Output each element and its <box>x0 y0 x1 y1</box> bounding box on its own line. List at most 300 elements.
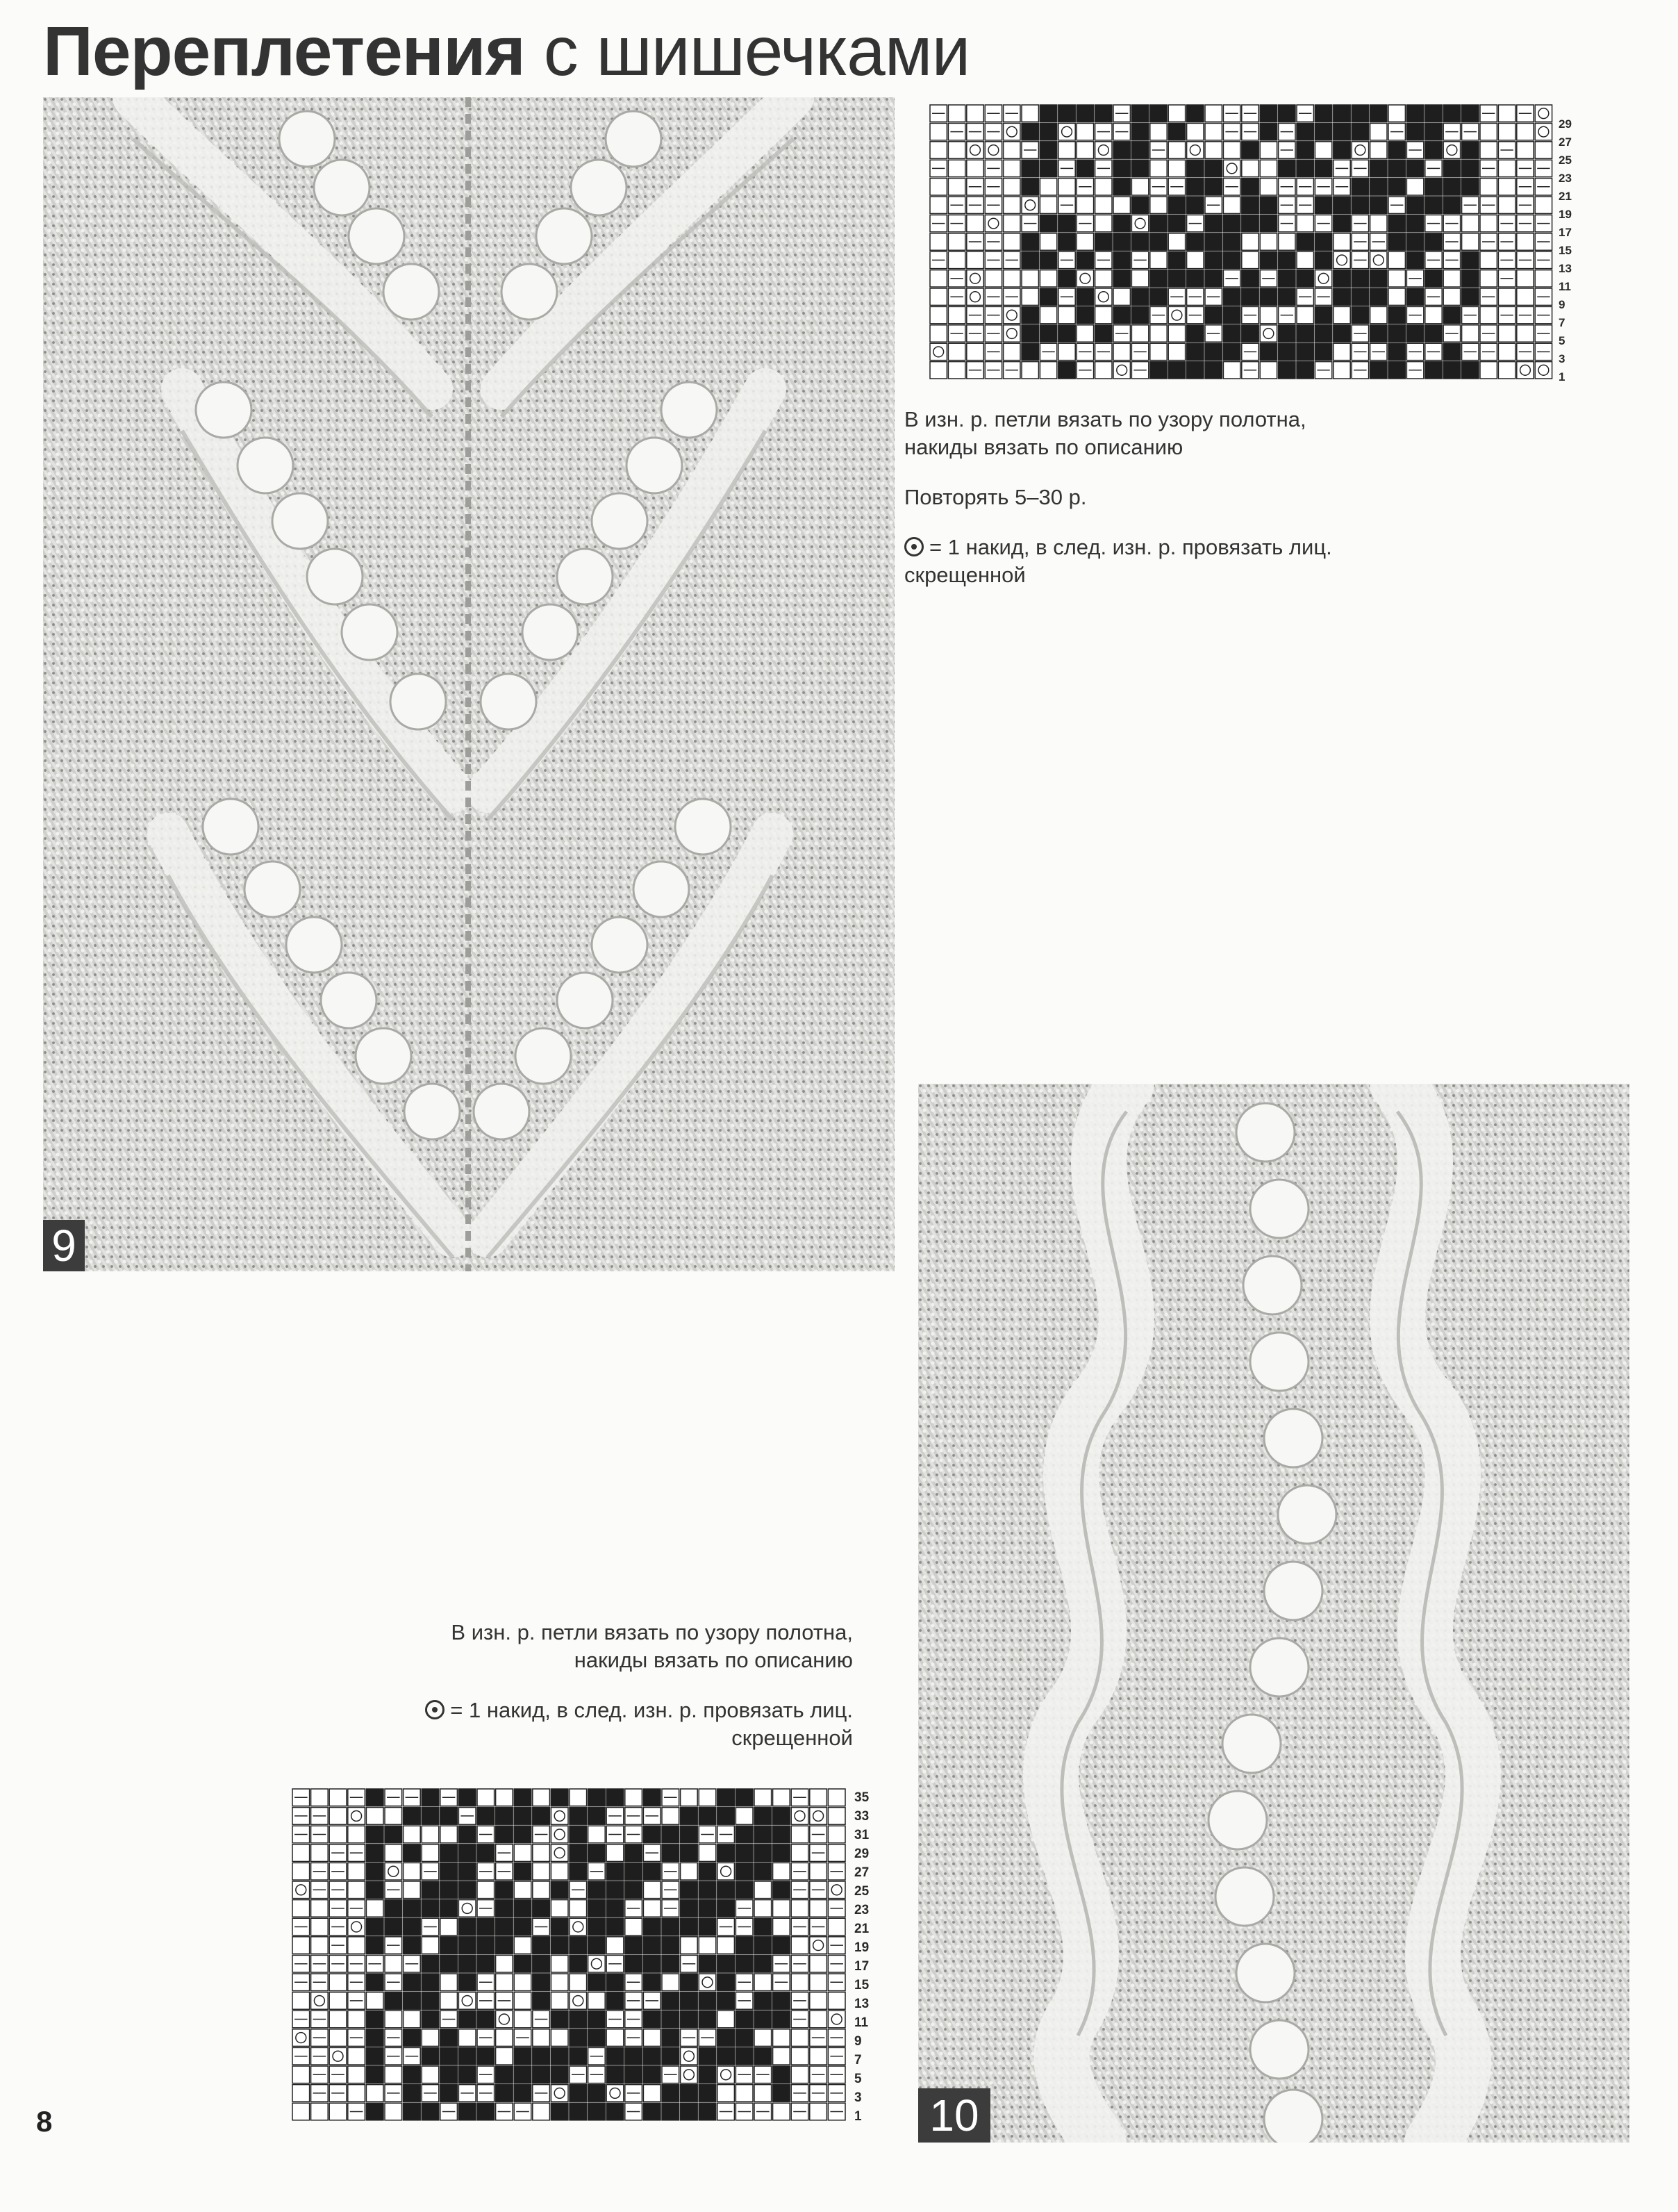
knitted-swatch-photo-icon <box>43 97 895 1271</box>
chart-cell <box>348 2066 365 2083</box>
chart-cell <box>1517 288 1534 305</box>
chart-cell <box>606 1918 624 1936</box>
chart-cell <box>533 1808 550 1825</box>
chart-cell <box>570 2029 587 2047</box>
chart-cell <box>1168 197 1185 213</box>
chart-cell <box>588 1974 606 1991</box>
chart-cell <box>948 251 965 268</box>
chart-cell <box>1223 306 1240 323</box>
chart-cell <box>1370 251 1387 268</box>
chart-cell <box>1242 142 1258 158</box>
chart-cell <box>754 1955 772 1972</box>
chart-cell <box>1517 233 1534 250</box>
chart-cell <box>1205 343 1222 360</box>
chart-cell <box>533 1937 550 1954</box>
chart-cell <box>1004 325 1020 342</box>
chart-cell <box>1297 251 1313 268</box>
chart-cell <box>967 142 983 158</box>
chart-cell <box>533 1974 550 1991</box>
chart-cell <box>477 1937 495 1954</box>
chart-cell <box>699 1789 716 1806</box>
chart-cell <box>662 1974 679 1991</box>
chart-cell <box>791 1826 808 1843</box>
chart-cell <box>1517 362 1534 379</box>
chart-cell <box>1113 288 1130 305</box>
chart-cell <box>1113 343 1130 360</box>
chart-cell <box>1388 251 1405 268</box>
chart-cell <box>1095 325 1112 342</box>
chart-cell <box>514 1900 531 1917</box>
chart-cell <box>366 1974 383 1991</box>
chart-cell <box>736 1863 753 1880</box>
notes-10-line2: накиды вязать по описанию <box>574 1648 853 1672</box>
chart-cell <box>422 1844 439 1862</box>
chart-cell <box>1260 142 1277 158</box>
chart-cell <box>1168 325 1185 342</box>
chart-cell <box>773 1863 790 1880</box>
chart-cell <box>496 1955 513 1972</box>
knitting-chart-grid-icon <box>292 1788 847 2129</box>
chart-cell <box>551 2029 568 2047</box>
chart-cell <box>681 2047 698 2065</box>
chart-cell <box>1370 197 1387 213</box>
chart-cell <box>570 1900 587 1917</box>
chart-cell <box>440 1937 458 1954</box>
notes-10-symbol-text-1: = 1 накид, в след. изн. р. провязать лиц. <box>450 1698 853 1722</box>
chart-cell <box>699 1918 716 1936</box>
chart-cell <box>1223 160 1240 176</box>
chart-cell <box>1131 179 1148 195</box>
chart-cell <box>551 1937 568 1954</box>
chart-cell <box>681 2011 698 2028</box>
chart-cell <box>496 2066 513 2083</box>
chart-cell <box>1040 288 1056 305</box>
chart-cell <box>967 270 983 287</box>
chart-cell <box>1095 306 1112 323</box>
chart-cell <box>1150 251 1167 268</box>
chart-cell <box>1462 270 1479 287</box>
chart-cell <box>699 2103 716 2120</box>
chart-cell <box>570 1937 587 1954</box>
chart-cell <box>514 2085 531 2102</box>
chart-cell <box>1131 197 1148 213</box>
chart-cell <box>1205 215 1222 231</box>
chart-cell <box>1370 325 1387 342</box>
chart-cell <box>1370 306 1387 323</box>
chart-cell <box>1297 362 1313 379</box>
chart-cell <box>1443 105 1460 122</box>
chart-cell <box>1425 306 1442 323</box>
chart-cell <box>422 1789 439 1806</box>
chart-cell <box>681 1844 698 1862</box>
chart-cell <box>1462 105 1479 122</box>
chart-cell <box>606 1974 624 1991</box>
chart-cell <box>662 1808 679 1825</box>
chart-cell <box>366 1844 383 1862</box>
notes-9-repeat: Повторять 5–30 р. <box>904 485 1087 509</box>
chart-cell <box>1077 123 1093 140</box>
chart-cell <box>1297 233 1313 250</box>
chart-cell <box>1040 179 1056 195</box>
chart-cell <box>1150 362 1167 379</box>
chart-cell <box>422 1900 439 1917</box>
chart-cell <box>828 1992 845 2010</box>
chart-cell <box>1315 123 1331 140</box>
chart-cell <box>1040 362 1056 379</box>
chart-cell <box>1168 142 1185 158</box>
chart-cell <box>1040 251 1056 268</box>
chart-cell <box>736 1826 753 1843</box>
chart-cell <box>1150 123 1167 140</box>
chart-cell <box>1113 306 1130 323</box>
chart-cell <box>440 1826 458 1843</box>
chart-cell <box>699 2047 716 2065</box>
chart-cell <box>773 2011 790 2028</box>
chart-cell <box>967 215 983 231</box>
chart-cell <box>1242 233 1258 250</box>
chart-cell <box>967 343 983 360</box>
chart-cell <box>1022 343 1038 360</box>
chart-cell <box>643 1937 661 1954</box>
chart-cell <box>791 2047 808 2065</box>
chart-cell <box>699 1955 716 1972</box>
chart-cell <box>1279 325 1295 342</box>
chart-cell <box>1150 270 1167 287</box>
chart-cell <box>717 1881 735 1899</box>
chart-cell <box>1517 142 1534 158</box>
chart-cell <box>1260 123 1277 140</box>
chart-cell <box>1040 325 1056 342</box>
chart-cell <box>551 2011 568 2028</box>
chart-cell <box>1370 160 1387 176</box>
chart-row-number: 25 <box>854 1884 870 1899</box>
chart-cell <box>440 1881 458 1899</box>
chart-cell <box>1388 215 1405 231</box>
chart-cell <box>1150 288 1167 305</box>
chart-cell <box>477 2047 495 2065</box>
chart-cell <box>1462 160 1479 176</box>
chart-cell <box>1131 306 1148 323</box>
chart-cell <box>773 2047 790 2065</box>
chart-cell <box>662 2047 679 2065</box>
chart-cell <box>1131 215 1148 231</box>
chart-cell <box>773 2066 790 2083</box>
chart-cell <box>1388 233 1405 250</box>
chart-cell <box>717 2029 735 2047</box>
chart-cell <box>1131 142 1148 158</box>
photo-10-label: 10 <box>918 2088 990 2143</box>
chart-cell <box>643 1974 661 1991</box>
chart-cell <box>681 1974 698 1991</box>
chart-cell <box>681 1863 698 1880</box>
chart-cell <box>1315 343 1331 360</box>
chart-cell <box>477 1918 495 1936</box>
chart-cell <box>1205 142 1222 158</box>
chart-cell <box>551 2103 568 2120</box>
chart-cell <box>366 2047 383 2065</box>
chart-cell <box>1370 270 1387 287</box>
chart-cell <box>699 2085 716 2102</box>
chart-row-number: 21 <box>1559 190 1572 203</box>
chart-cell <box>496 2011 513 2028</box>
chart-cell <box>533 2066 550 2083</box>
chart-cell <box>773 2103 790 2120</box>
chart-cell <box>1168 123 1185 140</box>
chart-cell <box>551 1918 568 1936</box>
chart-cell <box>348 1826 365 1843</box>
chart-cell <box>404 1863 421 1880</box>
chart-cell <box>366 1863 383 1880</box>
chart-cell <box>1535 105 1552 122</box>
chart-cell <box>828 1881 845 1899</box>
chart-cell <box>643 2047 661 2065</box>
chart-cell <box>625 2047 642 2065</box>
chart-cell <box>1260 251 1277 268</box>
chart-cell <box>606 2085 624 2102</box>
chart-cell <box>1315 197 1331 213</box>
chart-cell <box>1022 270 1038 287</box>
chart-cell <box>385 2103 402 2120</box>
chart-cell <box>1131 123 1148 140</box>
chart-cell <box>1058 270 1075 287</box>
notes-10-symbol-text-2: скрещенной <box>731 1726 853 1750</box>
chart-cell <box>828 1844 845 1862</box>
chart-cell <box>496 1974 513 1991</box>
chart-cell <box>1040 197 1056 213</box>
chart-cell <box>311 2103 329 2120</box>
chart-cell <box>1022 251 1038 268</box>
yarn-over-symbol-icon <box>425 1700 445 1719</box>
chart-row-number: 15 <box>854 1978 870 1992</box>
chart-cell <box>1443 306 1460 323</box>
chart-cell <box>348 1863 365 1880</box>
chart-cell <box>828 2011 845 2028</box>
chart-cell <box>1425 142 1442 158</box>
chart-cell <box>1187 270 1204 287</box>
chart-row-number: 11 <box>1559 280 1571 293</box>
chart-row-number: 11 <box>854 2015 869 2030</box>
chart-cell <box>606 1844 624 1862</box>
chart-cell <box>1315 251 1331 268</box>
chart-cell <box>404 1900 421 1917</box>
chart-cell <box>496 2085 513 2102</box>
chart-cell <box>717 1844 735 1862</box>
chart-cell <box>1352 306 1368 323</box>
chart-cell <box>1443 142 1460 158</box>
chart-cell <box>1187 105 1204 122</box>
chart-cell <box>1004 142 1020 158</box>
chart-cell <box>440 1955 458 1972</box>
chart-cell <box>570 1826 587 1843</box>
chart-cell <box>1150 343 1167 360</box>
chart-cell <box>717 1937 735 1954</box>
chart-cell <box>1223 233 1240 250</box>
chart-cell <box>1334 306 1350 323</box>
chart-cell <box>1425 197 1442 213</box>
chart-row-number: 15 <box>1559 244 1572 257</box>
chart-cell <box>1223 215 1240 231</box>
chart-cell <box>810 1974 827 1991</box>
chart-cell <box>1168 160 1185 176</box>
chart-cell <box>348 1881 365 1899</box>
chart-cell <box>828 1808 845 1825</box>
chart-cell <box>754 1974 772 1991</box>
chart-cell <box>681 1808 698 1825</box>
chart-cell <box>533 2029 550 2047</box>
chart-cell <box>404 2085 421 2102</box>
chart-row-number: 27 <box>854 1865 870 1880</box>
chart-cell <box>930 343 947 360</box>
chart-cell <box>1095 362 1112 379</box>
chart-cell <box>773 1992 790 2010</box>
chart-cell <box>754 1900 772 1917</box>
chart-cell <box>1406 288 1423 305</box>
chart-cell <box>1150 215 1167 231</box>
chart-cell <box>1352 105 1368 122</box>
chart-cell <box>1498 343 1515 360</box>
chart-row-number: 5 <box>854 2072 862 2086</box>
chart-cell <box>588 1955 606 1972</box>
chart-cell <box>329 1974 347 1991</box>
chart-cell <box>948 179 965 195</box>
chart-cell <box>588 1808 606 1825</box>
chart-cell <box>348 2047 365 2065</box>
chart-cell <box>1352 288 1368 305</box>
knitting-chart-grid-icon <box>929 104 1554 389</box>
chart-cell <box>810 2047 827 2065</box>
chart-cell <box>1205 233 1222 250</box>
notes-9-line2: накиды вязать по описанию <box>904 435 1183 459</box>
chart-cell <box>1315 142 1331 158</box>
chart-cell <box>948 105 965 122</box>
chart-cell <box>1187 325 1204 342</box>
chart-cell <box>1480 179 1497 195</box>
notes-9-symbol-text-2: скрещенной <box>904 563 1026 587</box>
chart-cell <box>643 2066 661 2083</box>
chart-cell <box>440 2029 458 2047</box>
chart-cell <box>1077 160 1093 176</box>
chart-cell <box>329 2029 347 2047</box>
chart-row-number: 33 <box>854 1809 870 1824</box>
chart-cell <box>1077 325 1093 342</box>
chart-cell <box>1260 233 1277 250</box>
chart-cell <box>1315 105 1331 122</box>
chart-cell <box>588 1900 606 1917</box>
chart-cell <box>588 1844 606 1862</box>
chart-cell <box>1168 343 1185 360</box>
chart-cell <box>754 2011 772 2028</box>
chart-cell <box>570 2011 587 2028</box>
chart-cell <box>1260 288 1277 305</box>
chart-cell <box>681 1918 698 1936</box>
chart-cell <box>404 2066 421 2083</box>
chart-cell <box>311 1992 329 2010</box>
chart-cell <box>1352 123 1368 140</box>
chart-cell <box>385 2011 402 2028</box>
chart-cell <box>440 2047 458 2065</box>
chart-cell <box>948 343 965 360</box>
chart-cell <box>292 2029 310 2047</box>
chart-cell <box>1113 142 1130 158</box>
chart-cell <box>1352 179 1368 195</box>
chart-cell <box>366 1900 383 1917</box>
chart-cell <box>422 1881 439 1899</box>
chart-cell <box>1131 160 1148 176</box>
chart-cell <box>570 1918 587 1936</box>
chart-cell <box>1242 288 1258 305</box>
chart-cell <box>1242 251 1258 268</box>
chart-cell <box>1168 251 1185 268</box>
chart-cell <box>1260 105 1277 122</box>
chart-cell <box>791 1844 808 1862</box>
chart-cell <box>1535 270 1552 287</box>
chart-cell <box>662 2011 679 2028</box>
chart-cell <box>551 1844 568 1862</box>
chart-cell <box>681 2085 698 2102</box>
chart-cell <box>385 1900 402 1917</box>
chart-cell <box>754 1937 772 1954</box>
chart-cell <box>458 1900 476 1917</box>
chart-cell <box>1004 179 1020 195</box>
chart-row-number: 9 <box>1559 298 1565 311</box>
chart-cell <box>440 2085 458 2102</box>
chart-cell <box>404 1974 421 1991</box>
chart-cell <box>1334 288 1350 305</box>
chart-cell <box>1334 142 1350 158</box>
chart-cell <box>1334 197 1350 213</box>
chart-cell <box>514 1974 531 1991</box>
chart-cell <box>422 2047 439 2065</box>
notes-10-instructions <box>389 1619 853 1674</box>
chart-cell <box>404 1992 421 2010</box>
chart-cell <box>1022 288 1038 305</box>
chart-cell <box>292 1992 310 2010</box>
chart-cell <box>1223 142 1240 158</box>
chart-cell <box>496 1937 513 1954</box>
chart-row-number: 31 <box>854 1828 870 1842</box>
chart-cell <box>1406 160 1423 176</box>
chart-cell <box>643 2029 661 2047</box>
chart-cell <box>606 2066 624 2083</box>
chart-cell <box>570 1808 587 1825</box>
notes-10 <box>389 1619 853 1774</box>
chart-cell <box>810 1789 827 1806</box>
chart-cell <box>1095 197 1112 213</box>
chart-cell <box>791 2029 808 2047</box>
chart-cell <box>366 1808 383 1825</box>
chart-cell <box>422 1955 439 1972</box>
chart-cell <box>1406 251 1423 268</box>
chart-cell <box>1058 142 1075 158</box>
chart-cell <box>681 2066 698 2083</box>
chart-cell <box>477 1789 495 1806</box>
chart-cell <box>1187 160 1204 176</box>
chart-cell <box>422 1808 439 1825</box>
chart-cell <box>551 1808 568 1825</box>
chart-cell <box>588 1826 606 1843</box>
chart-cell <box>292 2103 310 2120</box>
chart-row-number: 19 <box>854 1940 870 1955</box>
chart-cell <box>1388 105 1405 122</box>
chart-cell <box>1443 197 1460 213</box>
chart-cell <box>754 1863 772 1880</box>
chart-cell <box>1480 123 1497 140</box>
chart-cell <box>311 1789 329 1806</box>
chart-cell <box>496 1808 513 1825</box>
chart-cell <box>773 1918 790 1936</box>
chart-cell <box>329 2103 347 2120</box>
chart-cell <box>681 1937 698 1954</box>
